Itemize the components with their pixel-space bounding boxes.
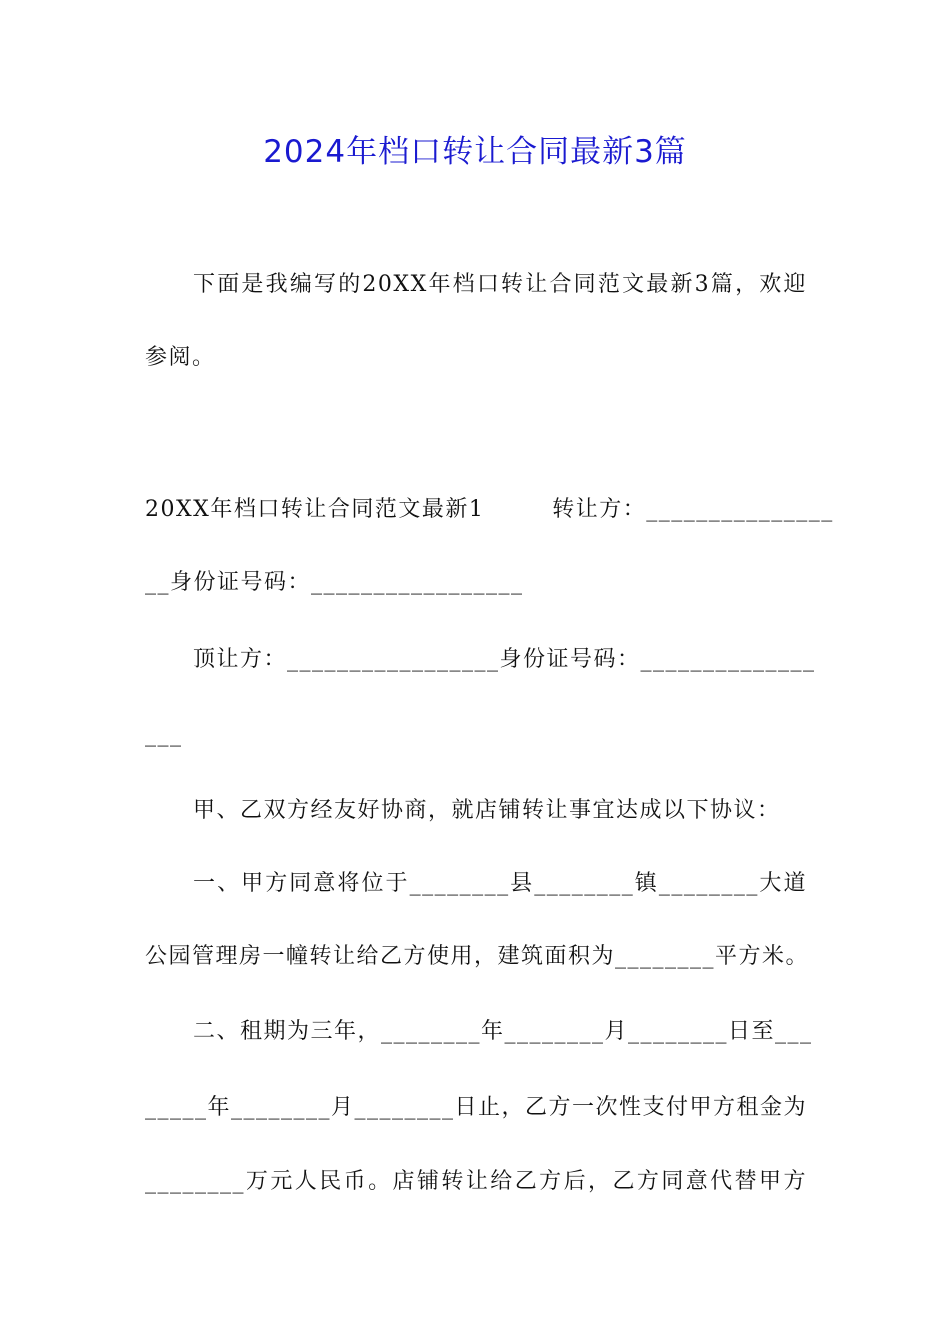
contract-heading-transferor: 20XX年档口转让合同范文最新1 转让方：_______________ [145, 497, 834, 522]
intro-line-1: 下面是我编写的20XX年档口转让合同范文最新3篇，欢迎 [193, 272, 807, 297]
clause-2-line-1: 二、租期为三年，________年________月________日至___ [193, 1019, 813, 1044]
transferee-line: 顶让方：_________________身份证号码：______________ [193, 647, 816, 672]
intro-line-2: 参阅。 [145, 345, 216, 370]
agreement-intro: 甲、乙双方经友好协商，就店铺转让事宜达成以下协议： [193, 798, 781, 823]
clause-1-line-2: 公园管理房一幢转让给乙方使用，建筑面积为________平方米。 [145, 944, 810, 969]
document-title: 2024年档口转让合同最新3篇 [263, 134, 687, 170]
clause-2-line-2: _____年________月________日止，乙方一次性支付甲方租金为 [145, 1095, 808, 1120]
clause-1-line-1: 一、甲方同意将位于________县________镇________大道 [193, 871, 807, 896]
clause-2-line-3: ________万元人民币。店铺转让给乙方后，乙方同意代替甲方 [145, 1169, 807, 1194]
transferor-id-line: __身份证号码：_________________ [145, 570, 524, 595]
transferee-id-continuation: ___ [145, 722, 183, 747]
